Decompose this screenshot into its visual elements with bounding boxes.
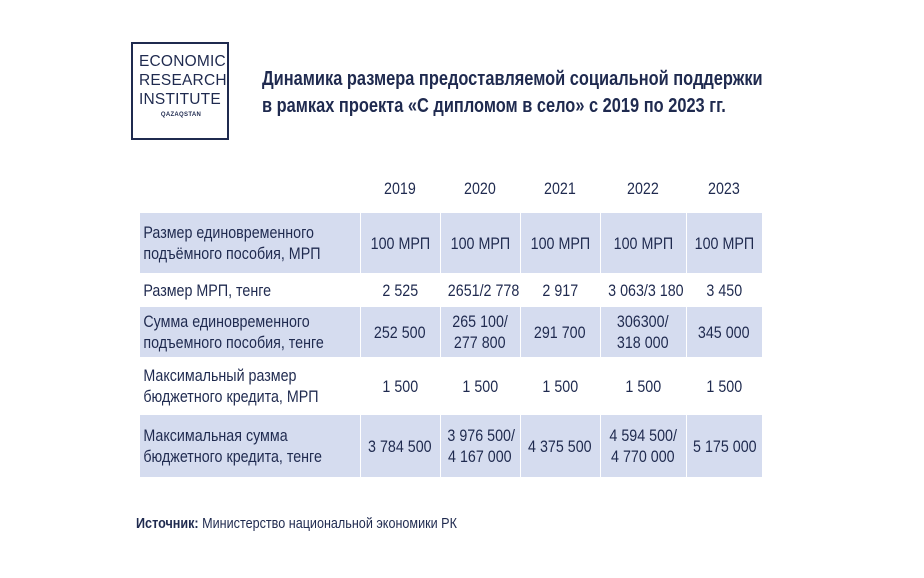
value-line: 306300/ (617, 312, 669, 331)
row-label (140, 274, 360, 307)
value-line: 345 000 (698, 322, 750, 342)
value-cell (360, 274, 440, 307)
table-row (140, 307, 762, 358)
row-label (140, 307, 360, 358)
row-label-line: Максимальный размер (143, 366, 297, 385)
value-line: 1 500 (542, 376, 578, 396)
value-line: 1 500 (462, 376, 498, 396)
value-line: 318 000 (617, 333, 669, 352)
row-label-line: подъемного пособия, тенге (143, 333, 324, 352)
strip-cell (686, 478, 762, 485)
value-cell (440, 274, 520, 307)
value-cell (686, 415, 762, 478)
value-line: 100 МРП (530, 233, 590, 253)
value-line: 4 167 000 (448, 447, 512, 466)
value-cell (600, 358, 686, 415)
logo-line-3: INSTITUTE (139, 91, 221, 108)
row-label (140, 213, 360, 274)
value-cell (360, 358, 440, 415)
value-cell (686, 307, 762, 358)
value-cell (360, 415, 440, 478)
table-bottom-strip (140, 478, 762, 485)
value-line: 100 МРП (450, 233, 510, 253)
value-line: 100 МРП (694, 233, 754, 253)
strip-cell (140, 478, 360, 485)
value-cell (520, 213, 600, 274)
value-line: 2 525 (382, 280, 418, 300)
value-line: 1 500 (625, 376, 661, 396)
value-cell (600, 307, 686, 358)
value-cell (360, 213, 440, 274)
value-cell (686, 358, 762, 415)
value-cell (600, 213, 686, 274)
table-header-row (140, 166, 762, 213)
value-cell (686, 274, 762, 307)
row-label (140, 358, 360, 415)
table-row (140, 358, 762, 415)
row-label-line: подъёмного пособия, МРП (143, 244, 321, 263)
header-year-2019: 2019 (360, 166, 440, 213)
value-line: 4 375 500 (528, 436, 592, 456)
value-line: 291 700 (534, 322, 586, 342)
title-line-1: Динамика размера предоставляемой социальной поддержки (262, 68, 763, 90)
header-year-2021: 2021 (520, 166, 600, 213)
header-year-2023: 2023 (686, 166, 762, 213)
strip-cell (360, 478, 440, 485)
value-cell (520, 415, 600, 478)
table-row (140, 274, 762, 307)
eri-logo (131, 42, 229, 140)
logo-subtitle: QAZAQSTAN (160, 112, 202, 118)
value-line: 252 500 (374, 322, 426, 342)
support-table (140, 166, 763, 485)
value-line: 3 450 (706, 280, 742, 300)
value-cell (600, 415, 686, 478)
value-cell (440, 415, 520, 478)
value-cell (440, 307, 520, 358)
title-line-2: в рамках проекта «С дипломом в село» с 2019 по 2023 гг. (262, 95, 726, 117)
value-line: 265 100/ (452, 312, 508, 331)
header-empty-cell (140, 166, 360, 213)
value-line: 4 770 000 (611, 447, 675, 466)
value-cell (440, 213, 520, 274)
value-cell (520, 307, 600, 358)
value-line: 277 800 (454, 333, 506, 352)
row-label-line: Максимальная сумма (143, 426, 288, 445)
header-year-2020: 2020 (440, 166, 520, 213)
header-year-2022: 2022 (600, 166, 686, 213)
logo-line-1: ECONOMIC (139, 53, 226, 70)
value-cell (686, 213, 762, 274)
strip-cell (520, 478, 600, 485)
value-line: 2 917 (542, 280, 578, 300)
row-label-line: Размер единовременного (143, 223, 314, 242)
row-label-line: Размер МРП, тенге (143, 280, 272, 300)
value-cell (520, 358, 600, 415)
value-line: 1 500 (706, 376, 742, 396)
value-line: 100 МРП (613, 233, 673, 253)
value-line: 5 175 000 (692, 436, 757, 456)
page-title (262, 66, 763, 120)
value-line: 1 500 (382, 376, 418, 396)
source-label: Источник: (136, 515, 199, 532)
strip-cell (440, 478, 520, 485)
value-cell (520, 274, 600, 307)
value-line: 3 784 500 (368, 436, 432, 456)
table-row (140, 415, 762, 478)
row-label (140, 415, 360, 478)
row-label-line: бюджетного кредита, тенге (143, 447, 322, 466)
value-line: 4 594 500/ (609, 426, 677, 445)
value-line: 2651/2 778 (447, 280, 519, 300)
source-text: Министерство национальной экономики РК (198, 515, 457, 532)
value-cell (600, 274, 686, 307)
table-row (140, 213, 762, 274)
row-label-line: бюджетного кредита, МРП (143, 387, 319, 406)
value-line: 3 976 500/ (446, 426, 515, 445)
value-line: 100 МРП (370, 233, 430, 253)
source-note (136, 515, 457, 532)
value-cell (440, 358, 520, 415)
value-line: 3 063/3 180 (607, 280, 684, 300)
logo-line-2: RESEARCH (139, 72, 227, 89)
value-cell (360, 307, 440, 358)
row-label-line: Сумма единовременного (143, 312, 310, 331)
strip-cell (600, 478, 686, 485)
